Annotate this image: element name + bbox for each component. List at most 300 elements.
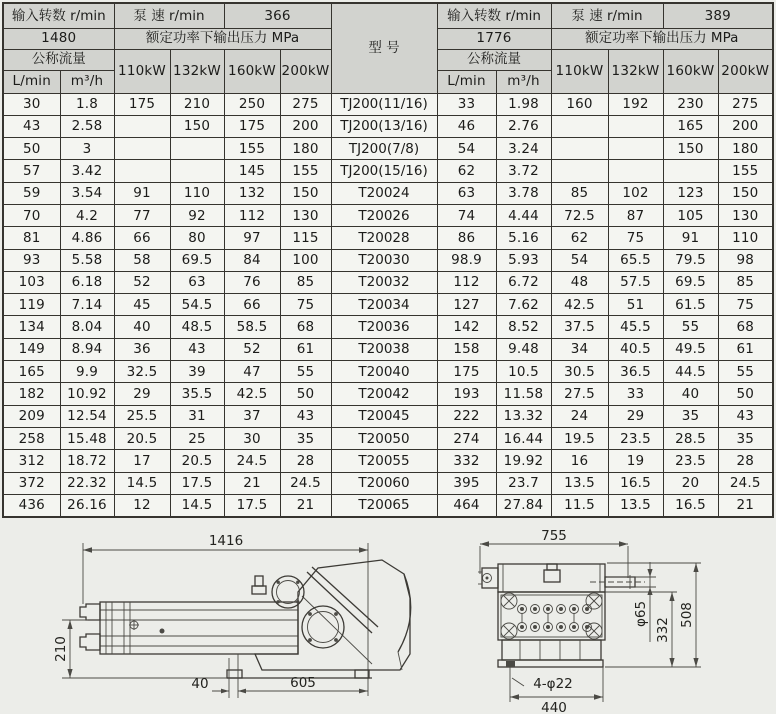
value-cell: 155 [224,138,280,160]
value-cell: 250 [224,93,280,115]
value-cell: 22.32 [60,472,114,494]
value-cell: 6.18 [60,271,114,293]
value-cell: 180 [280,138,331,160]
value-cell: 69.5 [663,271,718,293]
value-cell [608,160,663,182]
value-cell: 50 [280,383,331,405]
table-row [3,249,773,271]
value-cell: 72.5 [551,204,608,226]
model-cell: TJ200(13/16) [331,115,437,137]
value-cell: 43 [718,405,773,427]
value-cell: 24.5 [280,472,331,494]
value-cell: 61 [718,338,773,360]
value-cell: 43 [3,115,60,137]
value-cell: 155 [280,160,331,182]
value-cell: 66 [114,227,170,249]
value-cell [114,138,170,160]
value-cell [114,115,170,137]
value-cell: 87 [608,204,663,226]
value-cell: 21 [224,472,280,494]
value-cell: 11.58 [496,383,551,405]
value-cell: 372 [3,472,60,494]
value-cell: 21 [718,494,773,516]
dim-side-foot-offset: 40 [191,676,209,692]
dim-side-base-length: 605 [290,675,316,691]
value-cell: 50 [3,138,60,160]
value-cell: 61.5 [663,294,718,316]
value-cell: 395 [437,472,496,494]
value-cell: 68 [718,316,773,338]
value-cell: 182 [3,383,60,405]
value-cell: 3.54 [60,182,114,204]
value-cell: 119 [3,294,60,316]
value-cell: 65.5 [608,249,663,271]
value-cell: 209 [3,405,60,427]
value-cell: 3.42 [60,160,114,182]
pump-side-view-drawing [50,530,442,714]
value-cell: 155 [718,160,773,182]
left-power-200: 200kW [280,49,331,93]
value-cell: 81 [3,227,60,249]
value-cell: 27.84 [496,494,551,516]
value-cell: 42.5 [224,383,280,405]
value-cell: 46 [437,115,496,137]
value-cell: 25 [170,427,224,449]
value-cell: 23.7 [496,472,551,494]
value-cell: 55 [663,316,718,338]
table-row [3,472,773,494]
value-cell: 91 [114,182,170,204]
value-cell: 34 [551,338,608,360]
model-cell: T20040 [331,361,437,383]
value-cell: 30 [224,427,280,449]
value-cell: 13.5 [551,472,608,494]
value-cell: 3.78 [496,182,551,204]
table-row [3,494,773,516]
value-cell: 85 [718,271,773,293]
left-pump-speed-value: 366 [224,3,331,28]
value-cell: 180 [718,138,773,160]
value-cell: 158 [437,338,496,360]
value-cell [663,160,718,182]
value-cell: 47 [224,361,280,383]
pump-front-view-drawing [440,530,776,714]
left-power-160: 160kW [224,49,280,93]
value-cell: 110 [170,182,224,204]
right-unit-m3h: m³/h [496,70,551,93]
bolt-row-top [518,605,592,614]
left-input-speed-value: 1480 [3,28,114,49]
value-cell: 105 [663,204,718,226]
value-cell: 200 [718,115,773,137]
value-cell: 274 [437,427,496,449]
value-cell: 45 [114,294,170,316]
header-row-1 [3,3,773,28]
value-cell: 332 [437,450,496,472]
value-cell: 464 [437,494,496,516]
value-cell: 30.5 [551,361,608,383]
value-cell: 44.5 [663,361,718,383]
value-cell: 130 [718,204,773,226]
table-row [3,450,773,472]
model-column-header: 型 号 [331,3,437,93]
value-cell: 16.5 [663,494,718,516]
value-cell: 79.5 [663,249,718,271]
value-cell: 28 [718,450,773,472]
value-cell: 66 [224,294,280,316]
value-cell: 85 [551,182,608,204]
value-cell: 112 [224,204,280,226]
value-cell: 42.5 [551,294,608,316]
model-cell: T20030 [331,249,437,271]
left-flow-label: 公称流量 [3,49,114,70]
value-cell: 20 [663,472,718,494]
value-cell: 10.92 [60,383,114,405]
value-cell: 13.32 [496,405,551,427]
value-cell: 84 [224,249,280,271]
value-cell: 16 [551,450,608,472]
value-cell: 40.5 [608,338,663,360]
table-row [3,383,773,405]
value-cell: 54 [437,138,496,160]
value-cell: 12 [114,494,170,516]
value-cell: 43 [280,405,331,427]
value-cell: 132 [224,182,280,204]
value-cell: 98 [718,249,773,271]
value-cell: 5.16 [496,227,551,249]
value-cell: 63 [170,271,224,293]
left-unit-m3h: m³/h [60,70,114,93]
value-cell: 150 [280,182,331,204]
value-cell: 92 [170,204,224,226]
right-flow-label: 公称流量 [437,49,551,70]
value-cell: 93 [3,249,60,271]
value-cell: 54 [551,249,608,271]
value-cell: 35 [718,427,773,449]
value-cell: 35 [663,405,718,427]
value-cell: 9.9 [60,361,114,383]
model-cell: T20060 [331,472,437,494]
value-cell: 192 [608,93,663,115]
value-cell: 17 [114,450,170,472]
value-cell: 210 [170,93,224,115]
value-cell: 24.5 [718,472,773,494]
value-cell: 61 [280,338,331,360]
table-row [3,316,773,338]
value-cell: 149 [3,338,60,360]
value-cell: 58.5 [224,316,280,338]
value-cell: 9.48 [496,338,551,360]
value-cell: 50 [718,383,773,405]
table-row [3,160,773,182]
table-row [3,361,773,383]
dim-front-mounting-holes: 4-φ22 [533,676,573,692]
model-cell: T20026 [331,204,437,226]
value-cell: 80 [170,227,224,249]
value-cell: 8.94 [60,338,114,360]
value-cell: 3.24 [496,138,551,160]
value-cell [170,160,224,182]
value-cell: 35.5 [170,383,224,405]
value-cell: 48 [551,271,608,293]
value-cell: 20.5 [170,450,224,472]
value-cell: 52 [224,338,280,360]
dim-front-total-height: 508 [679,602,695,628]
value-cell: 85 [280,271,331,293]
table-row [3,204,773,226]
model-cell: T20036 [331,316,437,338]
value-cell: 142 [437,316,496,338]
table-row [3,338,773,360]
value-cell [608,138,663,160]
right-pump-speed-value: 389 [663,3,773,28]
value-cell: 19.5 [551,427,608,449]
value-cell: 23.5 [608,427,663,449]
value-cell: 1.8 [60,93,114,115]
value-cell: 32.5 [114,361,170,383]
value-cell: 63 [437,182,496,204]
value-cell: 2.76 [496,115,551,137]
value-cell: 86 [437,227,496,249]
value-cell: 62 [437,160,496,182]
value-cell: 68 [280,316,331,338]
value-cell: 112 [437,271,496,293]
value-cell: 8.04 [60,316,114,338]
right-input-speed-label: 输入转数 r/min [437,3,551,28]
table-row [3,138,773,160]
value-cell: 230 [663,93,718,115]
value-cell: 14.5 [114,472,170,494]
value-cell: 27.5 [551,383,608,405]
model-cell: T20024 [331,182,437,204]
value-cell [551,138,608,160]
value-cell: 36.5 [608,361,663,383]
value-cell: 175 [437,361,496,383]
model-cell: T20065 [331,494,437,516]
value-cell: 30 [3,93,60,115]
value-cell: 77 [114,204,170,226]
dim-front-width: 755 [541,530,567,544]
value-cell: 160 [551,93,608,115]
model-cell: T20055 [331,450,437,472]
value-cell: 123 [663,182,718,204]
value-cell: 17.5 [170,472,224,494]
value-cell: 115 [280,227,331,249]
model-cell: T20034 [331,294,437,316]
value-cell: 28.5 [663,427,718,449]
value-cell: 145 [224,160,280,182]
value-cell: 110 [718,227,773,249]
value-cell: 49.5 [663,338,718,360]
value-cell: 275 [280,93,331,115]
value-cell: 8.52 [496,316,551,338]
left-input-speed-label: 输入转数 r/min [3,3,114,28]
dim-front-shaft-diameter: φ65 [633,600,649,628]
value-cell: 37 [224,405,280,427]
table-row [3,271,773,293]
value-cell: 91 [663,227,718,249]
value-cell: 175 [224,115,280,137]
value-cell: 165 [3,361,60,383]
value-cell [551,115,608,137]
model-cell: TJ200(15/16) [331,160,437,182]
value-cell: 6.72 [496,271,551,293]
value-cell: 29 [608,405,663,427]
value-cell: 10.5 [496,361,551,383]
dim-front-hole-span: 440 [541,700,567,714]
value-cell: 436 [3,494,60,516]
value-cell: 33 [437,93,496,115]
value-cell: 12.54 [60,405,114,427]
value-cell: 222 [437,405,496,427]
value-cell: 193 [437,383,496,405]
table-row [3,93,773,115]
table-row [3,115,773,137]
right-pressure-label: 额定功率下输出压力 MPa [551,28,773,49]
value-cell: 40 [114,316,170,338]
value-cell [170,138,224,160]
value-cell: 102 [608,182,663,204]
model-cell: T20032 [331,271,437,293]
value-cell: 150 [663,138,718,160]
model-cell: T20045 [331,405,437,427]
value-cell: 20.5 [114,427,170,449]
left-pump-speed-label: 泵 速 r/min [114,3,224,28]
right-power-200: 200kW [718,49,773,93]
value-cell: 275 [718,93,773,115]
value-cell: 3 [60,138,114,160]
table-row [3,227,773,249]
value-cell [608,115,663,137]
value-cell: 17.5 [224,494,280,516]
value-cell: 25.5 [114,405,170,427]
value-cell: 37.5 [551,316,608,338]
value-cell: 24 [551,405,608,427]
value-cell: 4.2 [60,204,114,226]
value-cell [551,160,608,182]
model-cell: TJ200(7/8) [331,138,437,160]
value-cell: 54.5 [170,294,224,316]
value-cell: 103 [3,271,60,293]
value-cell: 200 [280,115,331,137]
value-cell: 258 [3,427,60,449]
right-pump-speed-label: 泵 速 r/min [551,3,663,28]
value-cell: 4.86 [60,227,114,249]
value-cell: 31 [170,405,224,427]
right-power-160: 160kW [663,49,718,93]
left-unit-lmin: L/min [3,70,60,93]
value-cell: 33 [608,383,663,405]
table-row [3,405,773,427]
value-cell: 175 [114,93,170,115]
value-cell: 40 [663,383,718,405]
value-cell: 75 [608,227,663,249]
value-cell: 45.5 [608,316,663,338]
right-unit-lmin: L/min [437,70,496,93]
right-input-speed-value: 1776 [437,28,551,49]
value-cell: 16.5 [608,472,663,494]
value-cell: 4.44 [496,204,551,226]
value-cell: 24.5 [224,450,280,472]
value-cell: 75 [718,294,773,316]
value-cell: 165 [663,115,718,137]
value-cell: 23.5 [663,450,718,472]
value-cell: 58 [114,249,170,271]
value-cell: 57.5 [608,271,663,293]
value-cell: 312 [3,450,60,472]
value-cell: 98.9 [437,249,496,271]
value-cell: 1.98 [496,93,551,115]
table-row [3,427,773,449]
model-cell: T20050 [331,427,437,449]
value-cell: 74 [437,204,496,226]
value-cell: 127 [437,294,496,316]
value-cell: 21 [280,494,331,516]
value-cell: 18.72 [60,450,114,472]
value-cell: 2.58 [60,115,114,137]
value-cell: 43 [170,338,224,360]
value-cell: 69.5 [170,249,224,271]
dim-side-height: 210 [53,636,69,662]
value-cell: 52 [114,271,170,293]
value-cell: 7.62 [496,294,551,316]
value-cell: 59 [3,182,60,204]
value-cell: 76 [224,271,280,293]
value-cell: 15.48 [60,427,114,449]
bolt-row-bottom [518,623,592,632]
left-power-132: 132kW [170,49,224,93]
value-cell: 134 [3,316,60,338]
table-row [3,294,773,316]
value-cell: 39 [170,361,224,383]
value-cell: 19.92 [496,450,551,472]
model-cell: T20028 [331,227,437,249]
value-cell: 48.5 [170,316,224,338]
value-cell: 100 [280,249,331,271]
value-cell: 130 [280,204,331,226]
right-power-132: 132kW [608,49,663,93]
value-cell: 5.93 [496,249,551,271]
value-cell: 28 [280,450,331,472]
value-cell: 75 [280,294,331,316]
value-cell: 16.44 [496,427,551,449]
model-cell: TJ200(11/16) [331,93,437,115]
left-pressure-label: 额定功率下输出压力 MPa [114,28,331,49]
value-cell: 150 [170,115,224,137]
value-cell: 57 [3,160,60,182]
value-cell: 150 [718,182,773,204]
value-cell: 36 [114,338,170,360]
value-cell: 14.5 [170,494,224,516]
value-cell: 55 [280,361,331,383]
dim-side-width: 1416 [208,533,244,549]
value-cell: 11.5 [551,494,608,516]
right-power-110: 110kW [551,49,608,93]
value-cell: 3.72 [496,160,551,182]
value-cell: 13.5 [608,494,663,516]
value-cell: 62 [551,227,608,249]
dim-front-height-to-shaft: 332 [655,617,671,643]
value-cell [114,160,170,182]
value-cell: 55 [718,361,773,383]
model-cell: T20038 [331,338,437,360]
value-cell: 5.58 [60,249,114,271]
value-cell: 26.16 [60,494,114,516]
table-row [3,182,773,204]
value-cell: 70 [3,204,60,226]
model-cell: T20042 [331,383,437,405]
pump-spec-table [2,2,774,518]
